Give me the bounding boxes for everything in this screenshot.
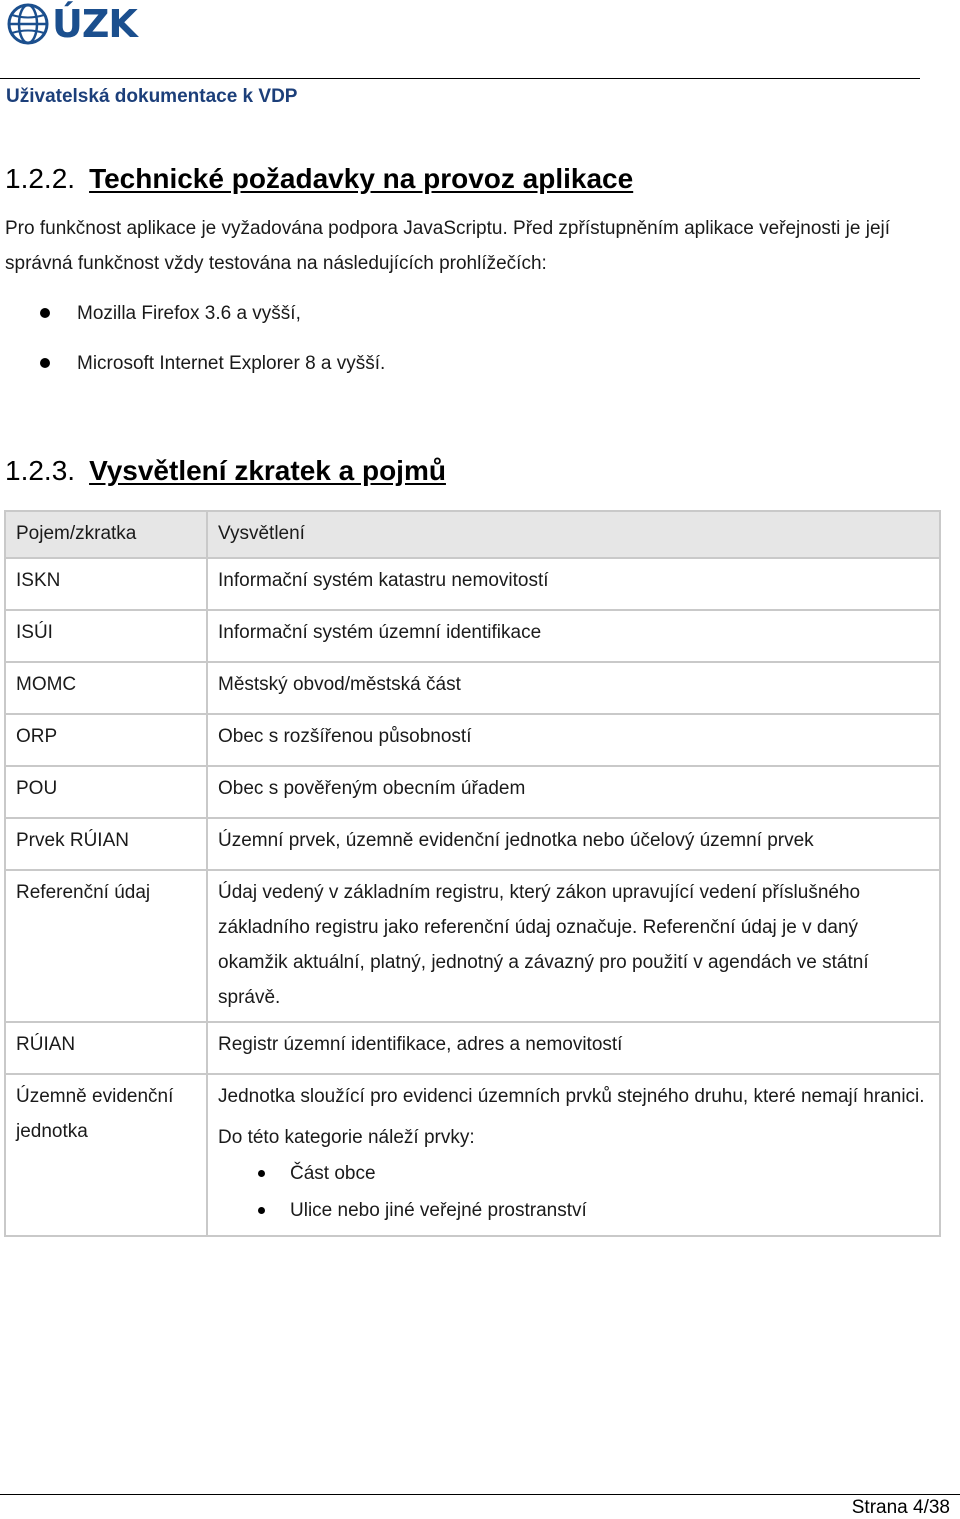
section-title: Technické požadavky na provoz aplikace	[89, 163, 634, 194]
table-header-term: Pojem/zkratka	[5, 511, 207, 558]
requirements-paragraph: Pro funkčnost aplikace je vyžadována podpora JavaScriptu. Před zpřístupněním aplikace veřejnosti je její správná funkčnost vždy testována na následujících prohlížečích:	[5, 218, 891, 274]
description-cell: Informační systém katastru nemovitostí	[207, 558, 940, 610]
description-text: Jednotka sloužící pro evidenci územních prvků stejného druhu, které nemají hranici.	[218, 1086, 925, 1107]
table-header-row	[5, 511, 940, 558]
table-row	[5, 610, 940, 662]
terms-table	[4, 510, 941, 1237]
term-cell: MOMC	[5, 662, 207, 714]
table-row	[5, 558, 940, 610]
table-row	[5, 662, 940, 714]
term-cell: Referenční údaj	[5, 870, 207, 1022]
document-title: Uživatelská dokumentace k VDP	[6, 86, 298, 107]
footer-divider	[0, 1494, 960, 1495]
page-number: Strana 4/38	[851, 1497, 950, 1518]
description-cell: Územní prvek, územně evidenční jednotka nebo účelový územní prvek	[207, 818, 940, 870]
section-number: 1.2.2.	[5, 163, 76, 194]
browser-list	[40, 296, 385, 396]
globe-icon	[6, 2, 50, 46]
table-row	[5, 714, 940, 766]
description-cell: Informační systém územní identifikace	[207, 610, 940, 662]
table-header-description: Vysvětlení	[207, 511, 940, 558]
table-row	[5, 766, 940, 818]
term-cell: ISKN	[5, 558, 207, 610]
table-row	[5, 1074, 940, 1236]
header-divider	[0, 78, 920, 79]
table-row	[5, 1022, 940, 1074]
term-cell: ORP	[5, 714, 207, 766]
term-cell: Prvek RÚIAN	[5, 818, 207, 870]
table-row	[5, 818, 940, 870]
section-heading-1-2-3	[5, 454, 446, 488]
logo-text: ÚZK	[52, 2, 137, 46]
list-item: Microsoft Internet Explorer 8 a vyšší.	[40, 346, 385, 396]
description-text: Do této kategorie náleží prvky:	[218, 1127, 475, 1148]
description-cell	[207, 1074, 940, 1236]
term-cell: POU	[5, 766, 207, 818]
list-item: Ulice nebo jiné veřejné prostranství	[258, 1192, 929, 1229]
term-cell: Územně evidenční jednotka	[5, 1074, 207, 1236]
description-cell: Městský obvod/městská část	[207, 662, 940, 714]
section-number: 1.2.3.	[5, 455, 76, 486]
description-cell: Registr územní identifikace, adres a nemovitostí	[207, 1022, 940, 1074]
section-title: Vysvětlení zkratek a pojmů	[89, 455, 446, 486]
list-item: Část obce	[258, 1155, 929, 1192]
term-cell: RÚIAN	[5, 1022, 207, 1074]
description-cell: Údaj vedený v základním registru, který zákon upravující vedení příslušného základního registru jako referenční údaj označuje. Referenční údaj je v daný okamžik aktuální, platný, jednotný a závazný pro použití v agendách ve státní správě.	[207, 870, 940, 1022]
term-cell: ISÚI	[5, 610, 207, 662]
uzk-logo	[6, 2, 137, 46]
table-row	[5, 870, 940, 1022]
section-heading-1-2-2	[5, 162, 633, 196]
description-cell: Obec s pověřeným obecním úřadem	[207, 766, 940, 818]
list-item: Mozilla Firefox 3.6 a vyšší,	[40, 296, 385, 346]
description-cell: Obec s rozšířenou působností	[207, 714, 940, 766]
unit-list	[218, 1155, 929, 1229]
